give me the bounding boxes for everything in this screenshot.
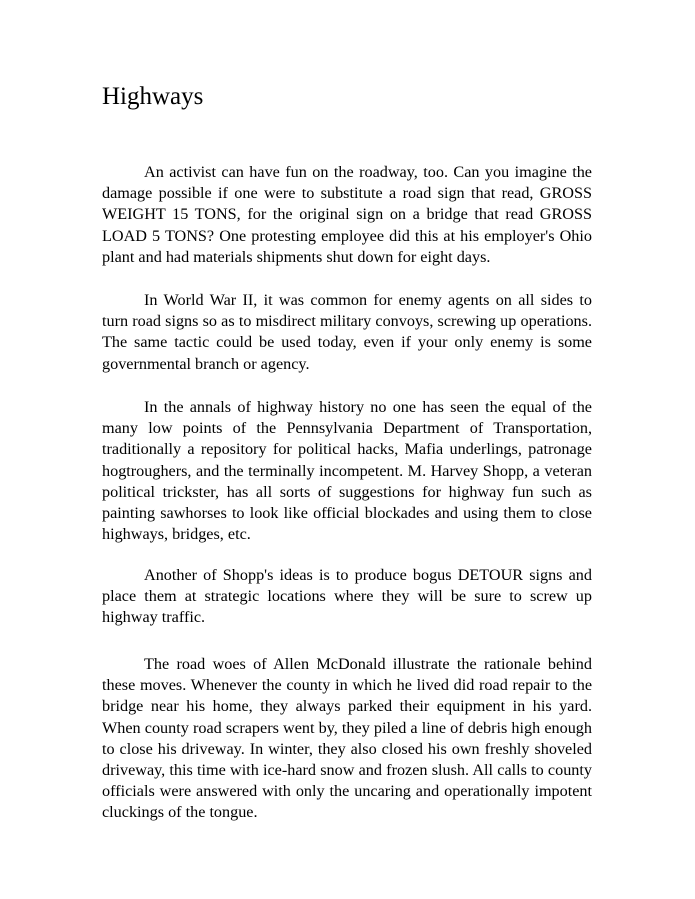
paragraph-detour-signs: Another of Shopp's ideas is to produce bogus DETOUR signs and place them at strategic locations where they will be sure to screw up highway traffic. — [102, 566, 592, 627]
paragraph-world-war-ii: In World War II, it was common for enemy agents on all sides to turn road signs so as to misdirect military convoys, screwing up operations. The same tactic could be used today, even if your only enemy is some governmental branch or agency. — [102, 291, 592, 373]
paragraph-road-sign-swap: An activist can have fun on the roadway, too. Can you imagine the damage possible if one were to substitute a road sign that read, GROSS WEIGHT 15 TONS, for the original sign on a bridge that read GROSS LOAD 5 TONS? One protesting employee did this at his employer's Ohio plant and had materials shipments shut down for eight days. — [102, 163, 592, 266]
paragraph-pennsylvania-dot: In the annals of highway history no one has seen the equal of the many low points of the Pennsylvania Department of Transportation, traditionally a repository for political hacks, Mafia underlings, patronage hogtroughers, and the terminally incompetent. M. Harvey Shopp, a veteran political trickster, has all sorts of suggestions for highway fun such as painting sawhorses to look like official blockades and using them to close highways, bridges, etc. — [102, 398, 592, 544]
paragraph-allen-mcdonald: The road woes of Allen McDonald illustrate the rationale behind these moves. Whenever the county in which he lived did road repair to the bridge near his home, they always parked their equipment in his yard. When county road scrapers went by, they piled a line of debris high enough to close his driveway. In winter, they also closed his own freshly shoveled driveway, this time with ice-hard snow and frozen slush. All calls to county officials were answered with only the uncaring and operationally impotent cluckings of the tongue. — [102, 655, 592, 822]
page-title: Highways — [102, 83, 204, 110]
